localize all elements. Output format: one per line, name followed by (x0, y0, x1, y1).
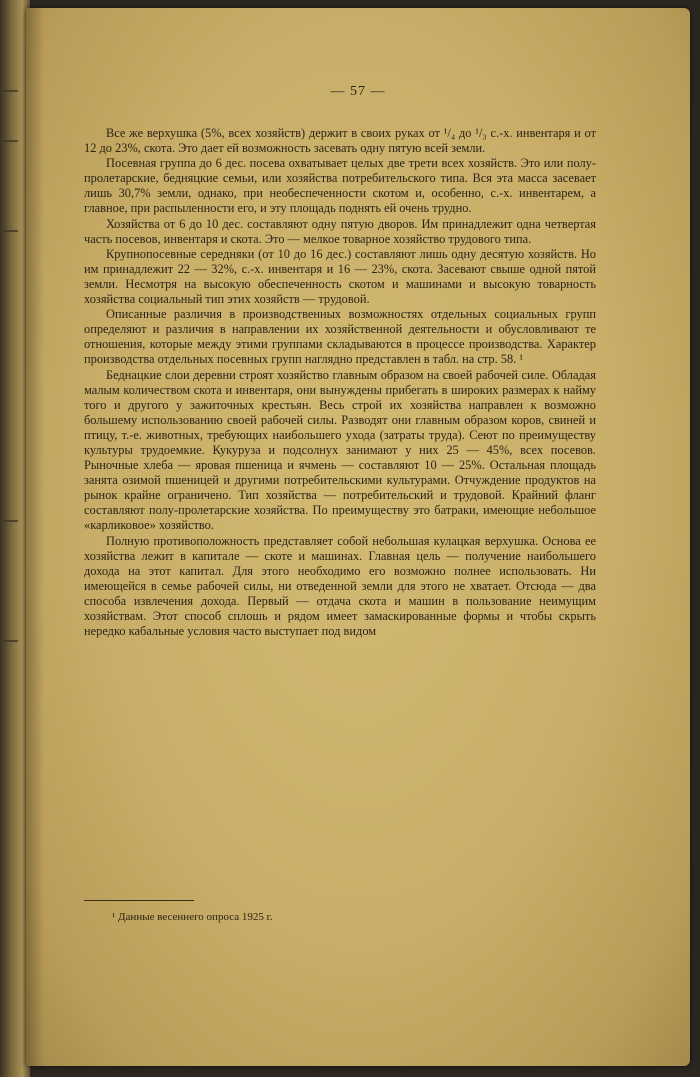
body-text (84, 126, 596, 639)
footnote-divider (84, 900, 194, 901)
paragraph: Описанные различия в производственных возможностях отдельных социальных групп определяют и различия в направлении их хозяйственной деятельности и обусловливают те отношения, которые между этими группами складываются в процессе производства. Характер производства отдельных посевных групп наглядно представлен в табл. на стр. 58. ¹ (84, 307, 596, 367)
paragraph: Полную противоположность представляет собой небольшая кулацкая верхушка. Основа ее хозяйства лежит в капитале — скоте и машинах. Главная цель — получение наибольшего дохода на этот капитал. Для этого необходимо его возможно полнее использовать. Ни имеющейся в семье рабочей силы, ни отведенной земли для этого не хватает. Отсюда — два способа извлечения дохода. Первый — отдача скота и машин в пользование неимущим хозяйствам. Этот способ сплошь и рядом имеет замаскированные формы и чтобы скрыть нередко кабальные условия часто выступает под видом (84, 533, 596, 639)
spine-mark (4, 230, 18, 232)
paragraph: Крупнопосевные середняки (от 10 до 16 дес.) составляют лишь одну десятую хозяйств. Но им принадлежит 22 — 32%, с.-х. инвентаря и 16 — 23%, скота. Засевают свыше одной пятой земли. Несмотря на высокую обеспеченность скотом и машинами и высокую товарность хозяйства социальный тип этих хозяйств — трудовой. (84, 246, 596, 307)
spine-mark (4, 640, 18, 642)
spine-mark (4, 90, 18, 92)
paragraph: Беднацкие слои деревни строят хозяйство главным образом на своей рабочей силе. Обладая малым количеством скота и инвентаря, они вынуждены прибегать в широких размерах к найму того и другого у зажиточных крестьян. Весь строй их хозяйства направлен к возможно большему использованию своей рабочей силы. Разводят они главным образом коров, свиней и птицу, т.-е. животных, требующих наибольшего ухода (затраты труда). Сеют по преимуществу культуры трудоемкие. Кукуруза и подсолнух занимают у них 25 — 45%, всех посевов. Рыночные хлеба — яровая пшеница и ячмень — составляют 10 — 25%. Остальная площадь занята озимой пшеницей и другими потребительскими культурами. Отчуждение продуктов на рынок крайне ограничено. Тип хозяйства — потребительский и трудовой. Крайний фланг составляют полу-пролетарские хозяйства. По преимуществу это батраки, имеющие небольшое «карликовое» хозяйство. (84, 367, 596, 533)
paragraph: Хозяйства от 6 до 10 дес. составляют одну пятую дворов. Им принадлежит одна четвертая часть посевов, инвентаря и скота. Это — мелкое товарное хозяйство трудового типа. (84, 216, 596, 246)
paragraph: Посевная группа до 6 дес. посева охватывает целых две трети всех хозяйств. Это или полу-пролетарские, бедняцкие семьи, или хозяйства потребительского типа. Вся эта масса засевает лишь 30,7% земли, однако, при необеспеченности скотом и, особенно, с.-х. инвентарем, а главное, при распыленности его, и эту площадь поднять ей очень трудно. (84, 156, 596, 216)
spine-mark (4, 520, 18, 522)
footnote: ¹ Данные весеннего опроса 1925 г. (112, 911, 273, 923)
page-number: — 57 — (330, 84, 386, 99)
spine-mark (4, 140, 18, 142)
paragraph: Все же верхушка (5%, всех хозяйств) держит в своих руках от ¹/₄ до ¹/₃ с.-х. инвентаря и от 12 до 23%, скота. Это дает ей возможность засевать одну пятую всей земли. (84, 126, 596, 156)
page-sheet (26, 8, 690, 1066)
